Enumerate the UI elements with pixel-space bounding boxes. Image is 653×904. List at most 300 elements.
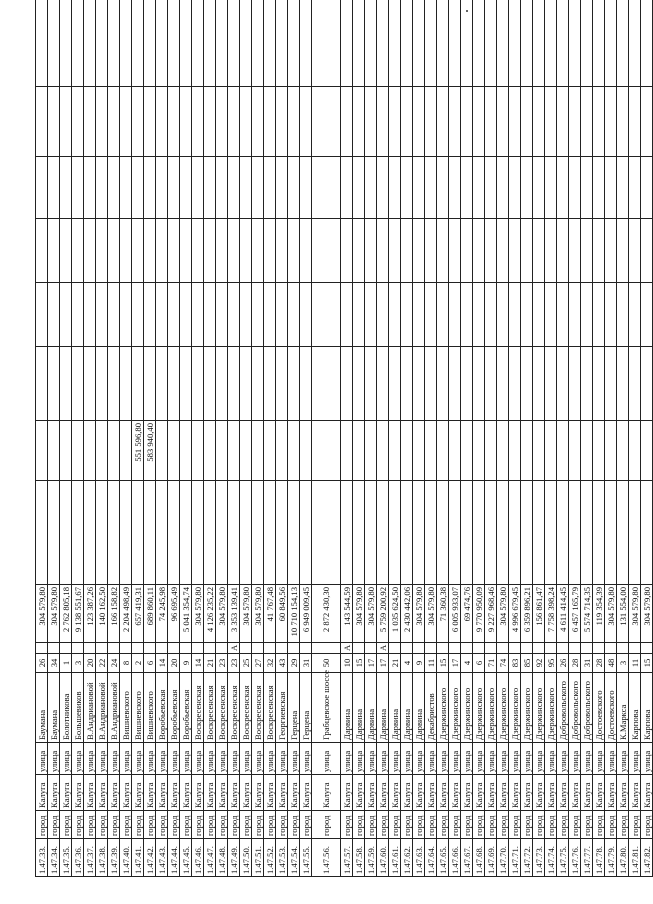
city-cell: Калуга xyxy=(353,775,365,811)
amount2-cell xyxy=(569,421,581,481)
street-type-cell: улица xyxy=(300,743,312,775)
table-row xyxy=(389,0,401,877)
row-number-cell: 1.47.47. xyxy=(204,839,216,877)
empty-cell xyxy=(449,347,461,421)
street-cell: Дзержинского xyxy=(461,673,473,743)
amount-cell: 3 353 139,41 xyxy=(228,585,240,643)
row-number-cell: 1.47.45. xyxy=(180,839,192,877)
empty-cell xyxy=(48,283,60,347)
table-row xyxy=(605,0,617,877)
city-cell: Калуга xyxy=(485,775,497,811)
empty-cell xyxy=(413,481,425,585)
empty-cell xyxy=(341,347,353,421)
letter-cell xyxy=(96,643,108,654)
letter-cell xyxy=(264,643,276,654)
empty-cell xyxy=(413,87,425,157)
table-row xyxy=(581,0,593,877)
empty-cell xyxy=(36,283,48,347)
street-type-cell: улица xyxy=(84,743,96,775)
street-type-cell: улица xyxy=(353,743,365,775)
street-type-cell: улица xyxy=(288,743,300,775)
house-number-cell: 48 xyxy=(605,654,617,673)
empty-cell xyxy=(545,0,557,87)
empty-cell xyxy=(533,87,545,157)
empty-cell xyxy=(425,157,437,219)
street-type-cell: улица xyxy=(36,743,48,775)
street-type-cell: улица xyxy=(377,743,389,775)
city-cell: Калуга xyxy=(96,775,108,811)
street-cell: Дзержинского xyxy=(509,673,521,743)
empty-cell xyxy=(641,157,653,219)
street-cell: Дарвина xyxy=(377,673,389,743)
table-row xyxy=(36,0,48,877)
amount2-cell xyxy=(473,421,485,481)
settlement-type-cell: город xyxy=(449,811,461,839)
table-row xyxy=(533,0,545,877)
table-row xyxy=(641,0,653,877)
street-type-cell: улица xyxy=(240,743,252,775)
street-cell: Добровольского xyxy=(569,673,581,743)
empty-cell xyxy=(36,87,48,157)
street-type-cell: улица xyxy=(569,743,581,775)
settlement-type-cell: город xyxy=(108,811,120,839)
amount-cell: 119 354,39 xyxy=(593,585,605,643)
empty-cell xyxy=(377,481,389,585)
row-number-cell: 1.47.53. xyxy=(276,839,288,877)
empty-cell xyxy=(485,347,497,421)
row-number-cell: 1.47.71. xyxy=(509,839,521,877)
empty-cell xyxy=(401,219,413,283)
empty-cell xyxy=(252,347,264,421)
amount2-cell xyxy=(377,421,389,481)
amount2-cell xyxy=(96,421,108,481)
city-cell: Калуга xyxy=(132,775,144,811)
table-row xyxy=(473,0,485,877)
empty-cell xyxy=(144,481,156,585)
empty-cell xyxy=(192,481,204,585)
street-type-cell: улица xyxy=(389,743,401,775)
empty-cell xyxy=(132,283,144,347)
street-cell: Карпова xyxy=(629,673,641,743)
empty-cell xyxy=(545,347,557,421)
settlement-type-cell: город xyxy=(545,811,557,839)
amount2-cell xyxy=(533,421,545,481)
empty-cell xyxy=(533,283,545,347)
amount-cell: 689 860,11 xyxy=(144,585,156,643)
empty-cell xyxy=(84,87,96,157)
row-number-cell: 1.47.69. xyxy=(485,839,497,877)
street-cell: В.Андриановой xyxy=(96,673,108,743)
letter-cell xyxy=(605,643,617,654)
table-row xyxy=(509,0,521,877)
street-type-cell: улица xyxy=(449,743,461,775)
house-number-cell: 28 xyxy=(593,654,605,673)
amount-cell: 304 579,80 xyxy=(413,585,425,643)
street-cell: Воскресенская xyxy=(228,673,240,743)
amount-cell: 123 387,26 xyxy=(84,585,96,643)
empty-cell xyxy=(629,283,641,347)
empty-cell xyxy=(60,283,72,347)
house-number-cell: 8 xyxy=(120,654,132,673)
empty-cell xyxy=(312,157,341,219)
empty-cell xyxy=(497,283,509,347)
house-number-cell: 95 xyxy=(545,654,557,673)
street-cell: Дзержинского xyxy=(497,673,509,743)
empty-cell xyxy=(353,481,365,585)
amount-cell: 9 227 968,46 xyxy=(485,585,497,643)
street-type-cell: улица xyxy=(521,743,533,775)
house-number-cell: 9 xyxy=(413,654,425,673)
empty-cell xyxy=(228,157,240,219)
empty-cell xyxy=(312,219,341,283)
street-type-cell: улица xyxy=(485,743,497,775)
empty-cell xyxy=(204,347,216,421)
empty-cell xyxy=(437,347,449,421)
empty-cell xyxy=(581,87,593,157)
street-cell: Герцена xyxy=(288,673,300,743)
empty-cell xyxy=(593,157,605,219)
settlement-type-cell: город xyxy=(288,811,300,839)
house-number-cell: 23 xyxy=(216,654,228,673)
settlement-type-cell: город xyxy=(521,811,533,839)
street-cell: Дзержинского xyxy=(545,673,557,743)
letter-cell xyxy=(216,643,228,654)
empty-cell xyxy=(461,283,473,347)
street-type-cell: улица xyxy=(461,743,473,775)
settlement-type-cell: город xyxy=(569,811,581,839)
city-cell: Калуга xyxy=(545,775,557,811)
empty-cell xyxy=(401,0,413,87)
settlement-type-cell: город xyxy=(617,811,629,839)
row-number-cell: 1.47.79. xyxy=(605,839,617,877)
table-row xyxy=(377,0,389,877)
empty-cell xyxy=(252,87,264,157)
amount-cell: 71 360,38 xyxy=(437,585,449,643)
empty-cell xyxy=(545,157,557,219)
table-row xyxy=(437,0,449,877)
table-row xyxy=(108,0,120,877)
house-number-cell: 3 xyxy=(617,654,629,673)
empty-cell xyxy=(461,481,473,585)
empty-cell xyxy=(204,283,216,347)
empty-cell xyxy=(48,481,60,585)
amount2-cell xyxy=(264,421,276,481)
row-number-cell: 1.47.55. xyxy=(300,839,312,877)
settlement-type-cell: город xyxy=(497,811,509,839)
empty-cell xyxy=(144,347,156,421)
letter-cell xyxy=(276,643,288,654)
row-number-cell: 1.47.58. xyxy=(353,839,365,877)
empty-cell xyxy=(641,87,653,157)
empty-cell xyxy=(593,347,605,421)
empty-cell xyxy=(605,347,617,421)
empty-cell xyxy=(288,219,300,283)
empty-cell xyxy=(497,219,509,283)
house-number-cell: 6 xyxy=(144,654,156,673)
city-cell: Калуга xyxy=(533,775,545,811)
table-row xyxy=(72,0,84,877)
street-cell: Баумана xyxy=(48,673,60,743)
empty-cell xyxy=(617,219,629,283)
street-type-cell: улица xyxy=(629,743,641,775)
street-type-cell: улица xyxy=(533,743,545,775)
street-cell: Герцена xyxy=(300,673,312,743)
empty-cell xyxy=(593,481,605,585)
letter-cell xyxy=(252,643,264,654)
city-cell: Калуга xyxy=(228,775,240,811)
empty-cell xyxy=(84,347,96,421)
letter-cell xyxy=(36,643,48,654)
settlement-type-cell: город xyxy=(353,811,365,839)
empty-cell xyxy=(485,481,497,585)
street-cell: Воскресенская xyxy=(192,673,204,743)
street-type-cell: улица xyxy=(545,743,557,775)
table-row xyxy=(276,0,288,877)
amount-cell: 657 419,31 xyxy=(132,585,144,643)
table-row xyxy=(240,0,252,877)
row-number-cell: 1.47.43. xyxy=(156,839,168,877)
city-cell: Калуга xyxy=(192,775,204,811)
empty-cell xyxy=(120,0,132,87)
empty-cell xyxy=(485,219,497,283)
letter-cell xyxy=(84,643,96,654)
house-number-cell: 21 xyxy=(389,654,401,673)
empty-cell xyxy=(156,283,168,347)
empty-cell xyxy=(413,0,425,87)
empty-cell xyxy=(533,219,545,283)
amount-cell: 304 579,80 xyxy=(641,585,653,643)
empty-cell xyxy=(365,87,377,157)
settlement-type-cell: город xyxy=(605,811,617,839)
amount2-cell xyxy=(521,421,533,481)
empty-cell xyxy=(300,157,312,219)
table-row xyxy=(353,0,365,877)
empty-cell xyxy=(264,347,276,421)
empty-cell xyxy=(120,157,132,219)
empty-cell xyxy=(509,157,521,219)
table-row xyxy=(120,0,132,877)
empty-cell xyxy=(180,219,192,283)
table-row xyxy=(497,0,509,877)
row-number-cell: 1.47.42. xyxy=(144,839,156,877)
street-cell: Воскресенская xyxy=(240,673,252,743)
empty-cell xyxy=(581,219,593,283)
empty-cell xyxy=(108,347,120,421)
row-number-cell: 1.47.57. xyxy=(341,839,353,877)
empty-cell xyxy=(60,157,72,219)
house-number-cell: 28 xyxy=(569,654,581,673)
house-number-cell: 6 xyxy=(473,654,485,673)
city-cell: Калуга xyxy=(156,775,168,811)
empty-cell xyxy=(569,481,581,585)
empty-cell xyxy=(341,481,353,585)
settlement-type-cell: город xyxy=(389,811,401,839)
street-cell: В.Андриановой xyxy=(108,673,120,743)
amount2-cell: 583 940,40 xyxy=(144,421,156,481)
letter-cell xyxy=(120,643,132,654)
settlement-type-cell: город xyxy=(228,811,240,839)
empty-cell xyxy=(461,219,473,283)
empty-cell xyxy=(192,347,204,421)
empty-cell xyxy=(72,283,84,347)
table-row xyxy=(180,0,192,877)
empty-cell xyxy=(252,283,264,347)
empty-cell xyxy=(108,219,120,283)
row-number-cell: 1.47.64. xyxy=(425,839,437,877)
settlement-type-cell: город xyxy=(629,811,641,839)
empty-cell xyxy=(617,481,629,585)
empty-cell xyxy=(437,283,449,347)
amount2-cell xyxy=(288,421,300,481)
empty-cell xyxy=(192,219,204,283)
empty-cell xyxy=(341,87,353,157)
city-cell: Калуга xyxy=(521,775,533,811)
street-type-cell: улица xyxy=(204,743,216,775)
empty-cell xyxy=(365,157,377,219)
empty-cell xyxy=(36,347,48,421)
empty-cell xyxy=(341,157,353,219)
empty-cell xyxy=(521,347,533,421)
house-number-cell: 15 xyxy=(641,654,653,673)
amount-cell: 304 579,80 xyxy=(36,585,48,643)
empty-cell xyxy=(60,481,72,585)
city-cell: Калуга xyxy=(312,775,341,811)
amount2-cell xyxy=(120,421,132,481)
empty-cell xyxy=(365,0,377,87)
empty-cell xyxy=(276,0,288,87)
empty-cell xyxy=(228,481,240,585)
row-number-cell: 1.47.68. xyxy=(473,839,485,877)
house-number-cell: 32 xyxy=(264,654,276,673)
empty-cell xyxy=(216,481,228,585)
empty-cell xyxy=(401,283,413,347)
settlement-type-cell: город xyxy=(180,811,192,839)
house-number-cell: 1 xyxy=(60,654,72,673)
city-cell: Калуга xyxy=(557,775,569,811)
empty-cell xyxy=(108,87,120,157)
empty-cell xyxy=(240,347,252,421)
empty-cell xyxy=(228,347,240,421)
empty-cell xyxy=(497,87,509,157)
street-cell: Дзержинского xyxy=(485,673,497,743)
empty-cell xyxy=(120,347,132,421)
empty-cell xyxy=(473,481,485,585)
empty-cell xyxy=(240,283,252,347)
empty-cell xyxy=(72,0,84,87)
empty-cell xyxy=(48,157,60,219)
empty-cell xyxy=(96,347,108,421)
city-cell: Калуга xyxy=(288,775,300,811)
settlement-type-cell: город xyxy=(264,811,276,839)
empty-cell xyxy=(216,219,228,283)
row-number-cell: 1.47.66. xyxy=(449,839,461,877)
empty-cell xyxy=(288,283,300,347)
empty-cell xyxy=(425,219,437,283)
empty-cell xyxy=(341,219,353,283)
amount2-cell xyxy=(425,421,437,481)
empty-cell xyxy=(240,481,252,585)
house-number-cell: 92 xyxy=(533,654,545,673)
city-cell: Калуга xyxy=(449,775,461,811)
settlement-type-cell: город xyxy=(168,811,180,839)
street-cell: Дарвина xyxy=(353,673,365,743)
city-cell: Калуга xyxy=(377,775,389,811)
table-row xyxy=(545,0,557,877)
house-number-cell: 27 xyxy=(252,654,264,673)
table-row xyxy=(413,0,425,877)
amount2-cell xyxy=(156,421,168,481)
amount2-cell xyxy=(449,421,461,481)
empty-cell xyxy=(300,283,312,347)
empty-cell xyxy=(276,87,288,157)
settlement-type-cell: город xyxy=(473,811,485,839)
empty-cell xyxy=(413,283,425,347)
empty-cell xyxy=(473,347,485,421)
empty-cell xyxy=(120,283,132,347)
letter-cell xyxy=(497,643,509,654)
street-type-cell: улица xyxy=(365,743,377,775)
house-number-cell: 17 xyxy=(377,654,389,673)
empty-cell xyxy=(533,347,545,421)
row-number-cell: 1.47.33. xyxy=(36,839,48,877)
street-cell: Декабристов xyxy=(425,673,437,743)
empty-cell xyxy=(180,283,192,347)
empty-cell xyxy=(96,283,108,347)
settlement-type-cell: город xyxy=(144,811,156,839)
empty-cell xyxy=(365,283,377,347)
empty-cell xyxy=(60,347,72,421)
amount2-cell xyxy=(108,421,120,481)
city-cell: Калуга xyxy=(437,775,449,811)
empty-cell xyxy=(180,157,192,219)
city-cell: Калуга xyxy=(617,775,629,811)
row-number-cell: 1.47.75. xyxy=(557,839,569,877)
empty-cell xyxy=(216,283,228,347)
house-number-cell: 74 xyxy=(497,654,509,673)
empty-cell xyxy=(216,87,228,157)
amount-cell: 166 158,82 xyxy=(108,585,120,643)
street-cell: Дзержинского xyxy=(473,673,485,743)
empty-cell xyxy=(72,219,84,283)
empty-cell xyxy=(120,219,132,283)
empty-cell xyxy=(353,0,365,87)
house-number-cell: 23 xyxy=(228,654,240,673)
settlement-type-cell: город xyxy=(48,811,60,839)
table-row xyxy=(629,0,641,877)
empty-cell xyxy=(425,87,437,157)
empty-cell xyxy=(449,283,461,347)
empty-cell xyxy=(557,157,569,219)
empty-cell xyxy=(288,157,300,219)
settlement-type-cell: город xyxy=(425,811,437,839)
house-number-cell: 9 xyxy=(180,654,192,673)
amount2-cell xyxy=(180,421,192,481)
empty-cell xyxy=(341,283,353,347)
amount-cell: 304 579,80 xyxy=(425,585,437,643)
house-number-cell: 20 xyxy=(168,654,180,673)
empty-cell xyxy=(276,283,288,347)
empty-cell xyxy=(569,347,581,421)
empty-cell xyxy=(156,219,168,283)
street-cell: Дарвина xyxy=(413,673,425,743)
empty-cell xyxy=(449,157,461,219)
empty-cell xyxy=(485,0,497,87)
empty-cell xyxy=(605,283,617,347)
empty-cell xyxy=(473,0,485,87)
city-cell: Калуга xyxy=(72,775,84,811)
street-cell: Воскресенская xyxy=(252,673,264,743)
street-type-cell: улица xyxy=(605,743,617,775)
